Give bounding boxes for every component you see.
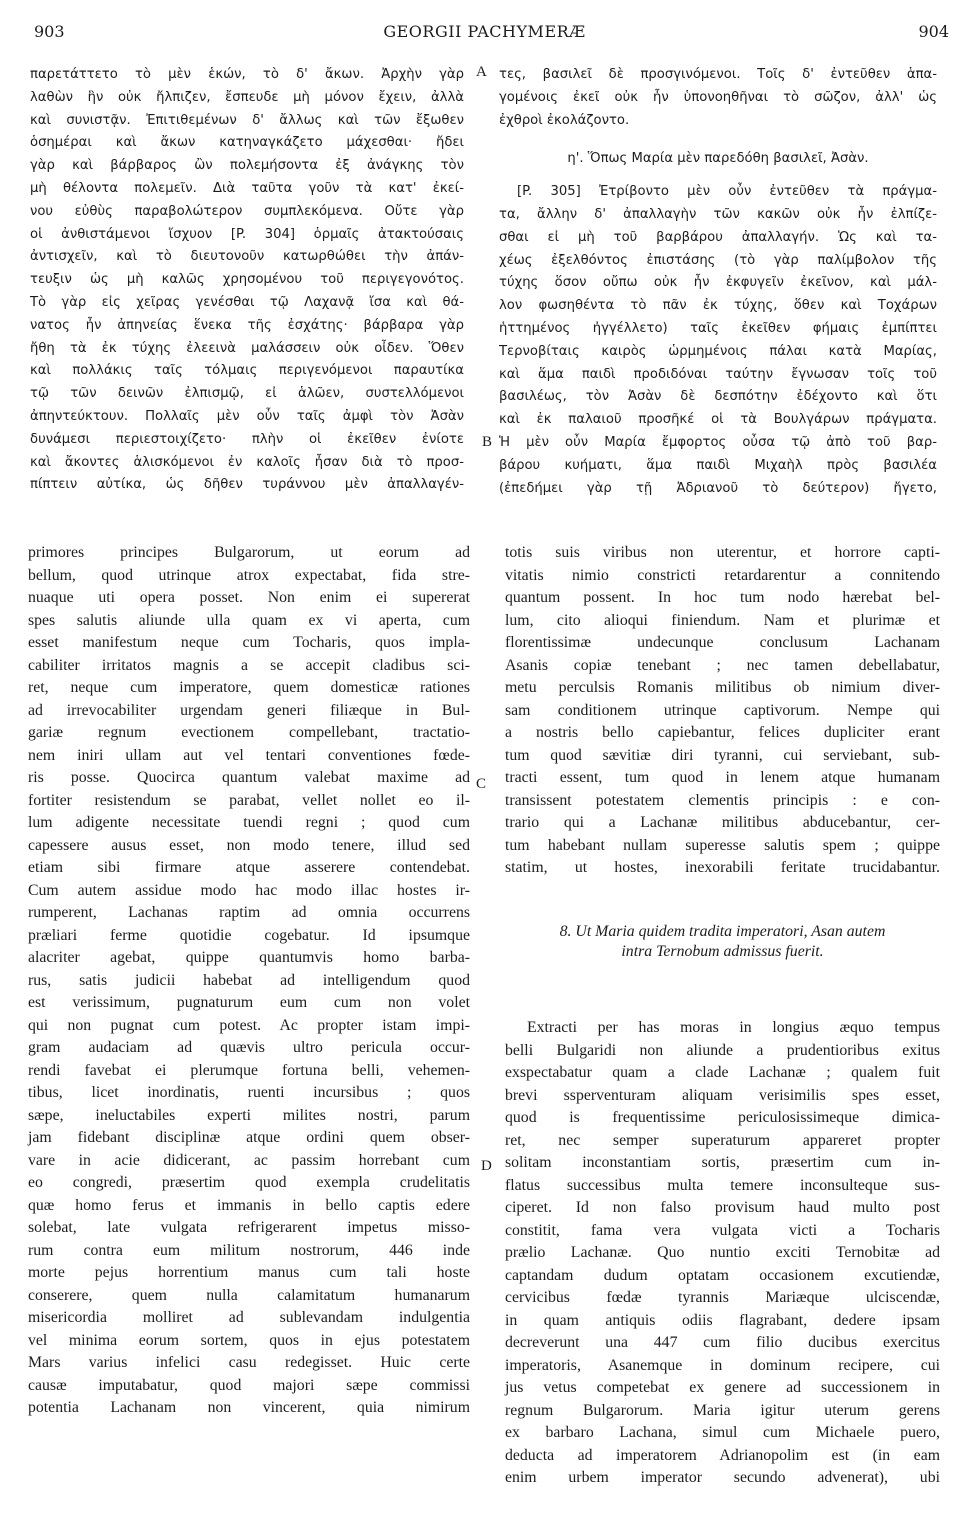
text-line: intra Ternobum admissus fuerit. <box>621 942 824 960</box>
text-line: potentia Lachanam non vincerent, quia nimirum <box>28 1399 470 1416</box>
text-line: νου εὐθὺς παραβολώτερον συμπλεκόμενα. Οὔτε γὰρ <box>30 203 464 219</box>
section-heading <box>505 922 940 961</box>
text-line: jus vetus competebat ex genere ad successionem in <box>505 1379 940 1396</box>
text-line: οἱ ἀνθιστάμενοι ἴσχυον [P. 304] ὁρμαῖς ἀτακτούσαις <box>30 226 464 242</box>
page-number-left: 903 <box>34 22 65 41</box>
text-line: δυνάμεσι περιεστοιχίζετο· πλὴν οἱ ἐκεῖθεν ἐνίοτε <box>30 431 464 447</box>
running-title: GEORGII PACHYMERÆ <box>383 22 586 41</box>
margin-letter-a: A <box>476 64 487 80</box>
text-line: spes salutis aliunde ulla quam ex vi aperta, cum <box>28 611 470 629</box>
text-line: ad irrevocabiliter urgendam generi filiæque in Bul- <box>28 701 470 719</box>
text-line: tibus, licet inordinatis, ruenti incursibus ; quos <box>28 1084 470 1101</box>
text-line: cervicibus fœdæ tyrannis Mariæque ulciscendæ, <box>505 1289 940 1306</box>
text-line: τα, ἄλλην δ' ἀπαλλαγὴν τῶν κακῶν οὐκ ἦν ἐλπίζε- <box>499 206 937 222</box>
text-line: η'. Ὅπως Μαρία μὲν παρεδόθη βασιλεῖ, Ἀσὰν. <box>567 151 869 167</box>
latin-text-right-column-top <box>505 542 940 880</box>
text-line: λον φωσηθέντα τὸ πᾶν ἐκ τύχης, ὅθεν καὶ Τοχάρων <box>499 298 937 314</box>
text-line: καὶ ἐκ παλαιοῦ προσῆκέ οἱ τὰ Βουλγάρων πράγματα. <box>499 412 937 428</box>
text-line: καὶ ἅμα παιδὶ προδιδόναι ταύτην ἔγνωσαν τοῖς τοῦ <box>499 366 937 382</box>
text-line: ἐχθροὶ ἐκολάζοντο. <box>499 112 630 128</box>
text-line: γὰρ καὶ βάρβαρος ὢν πολεμήσοντα ἐξ ἀνάγκης τὸν <box>30 158 464 174</box>
margin-letter-b: B <box>482 434 493 450</box>
text-line: ret, nec semper superaturum appareret propter <box>505 1131 940 1149</box>
text-line: est verissimum, pugnaturum eum cum non volet <box>28 994 470 1011</box>
text-line: παρετάττετο τὸ μὲν ἑκών, τὸ δ' ἄκων. Ἀρχὴν γὰρ <box>30 67 464 82</box>
text-line: alacriter agebat, quippe quantumvis homo barba- <box>28 949 470 966</box>
text-line: belli Bulgaridi non aliunde a prudentioribus exitus <box>505 1041 940 1059</box>
text-line: ὁσημέραι καὶ ἄκων κατηναγκάζετο μάχεσθαι· ἤδει <box>30 135 464 151</box>
text-line: eo congredi, præsertim quod exempla crudelitatis <box>28 1174 470 1191</box>
text-line: vel minima eorum sortem, quos in ejus potestatem <box>28 1331 470 1349</box>
text-line: etiam sibi firmare atque asserere contendebat. <box>28 859 470 876</box>
text-line: tum quod sævitiæ diri tyranni, cui serviebant, sub- <box>505 746 940 764</box>
text-line: brevi ssperventuram aliquam verisimilis spes esset, <box>505 1086 940 1104</box>
text-line: causæ imputabatur, quod majori sæpe commissi <box>28 1376 470 1394</box>
text-line: decreverunt una 447 cum filio ducibus exercitus <box>505 1334 940 1351</box>
text-line: rumperent, Lachanas raptim ad omnia occurrens <box>28 904 470 921</box>
text-line: 8. Ut Maria quidem tradita imperatori, Asan autem <box>559 923 886 940</box>
text-line: ἀντισχεῖν, καὶ τὸ διευτονοῦν κατωρθώθει τὴν ἀπάν- <box>30 249 464 265</box>
text-line: Τὸ γὰρ εἰς χεῖρας γενέσθαι τῷ Λαχανᾷ ἴσα καὶ θά- <box>30 294 464 310</box>
text-line: gariæ regnum evectionem compellebant, tractatio- <box>28 724 470 741</box>
text-line: ris posse. Quocirca quantum valebat maxime ad <box>28 769 470 786</box>
text-line: καὶ πολλάκις ταῖς τόλμαις περιγενόμενοι παραυτίκα <box>30 363 464 379</box>
text-line: a nostris bello capiebantur, felices dupliciter erant <box>505 724 940 741</box>
text-line: deducta ad imperatorem Adrianopolim est (in eam <box>505 1446 940 1464</box>
text-line: ex barbaro Lachana, simul cum Michaele puero, <box>505 1424 940 1441</box>
text-line: (ἐπεδήμει γὰρ τῇ Ἀδριανοῦ τὸ δεύτερον) ἤγετο, <box>499 480 937 496</box>
text-line: τες, βασιλεῖ δὲ προσγινόμενοι. Τοῖς δ' ἐντεῦθεν ἁπα- <box>499 67 937 82</box>
text-line: sam conditionem utrinque captivorum. Nempe qui <box>505 701 940 719</box>
text-line: καὶ συνιστᾷν. Ἐπιτιθεμένων δ' ἄλλως καὶ τῶν ἔξωθεν <box>30 112 464 128</box>
text-line: νατος ἦν ἀπηνείας ἕνεκα τῆς ἐσχάτης· βάρβαρα γὰρ <box>30 317 464 333</box>
text-line: χέως ἐξελθόντος ἐπιστάσης (τὸ γὰρ παλίμβολον τῆς <box>499 252 937 268</box>
text-line: esset manifestum neque cum Tocharis, quos impla- <box>28 634 470 651</box>
text-line: Τερνοβίταις καιρὸς ὡρμημένοις πάλαι κατὰ Μαρίας, <box>499 343 937 359</box>
text-line: vare in acie didicerant, ac passim horrebant cum <box>28 1151 470 1169</box>
text-line: totis suis viribus non uterentur, et horrore capti- <box>505 544 940 561</box>
text-line: καὶ ἄκοντες ἁλισκόμενοι ἐν καλοῖς ἦσαν διὰ τὸ προσ- <box>30 454 464 470</box>
page-number-right: 904 <box>918 22 949 41</box>
text-line: Mars varius infelici casu redegisset. Huic certe <box>28 1354 470 1371</box>
text-line: vitatis nimio constricti retardarentur a conniten​do <box>505 566 940 584</box>
text-line: gram audaciam ad quævis ultro pericula occur- <box>28 1039 470 1056</box>
text-line: nuaque uti opera posset. Non enim ei supererat <box>28 589 470 606</box>
text-line: præliari ferme quotidie cogebatur. Id ipsumque <box>28 926 470 944</box>
greek-text-left-column <box>30 64 464 497</box>
text-line: ἀπηντεύκτουν. Πολλαῖς μὲν οὖν ταῖς ἀμφὶ τὸν Ἀσὰν <box>30 408 464 424</box>
text-line: βασιλέως, τὸν Ἀσὰν δὲ δεσπότην ἐδέχοντο καὶ ὅτι <box>499 389 937 405</box>
text-line: Extracti per has moras in longius æquo tempus <box>527 1019 940 1036</box>
text-line: prælio Lachanæ. Quo nuntio exciti Ternobitæ ad <box>505 1244 940 1261</box>
text-line: Asanis copiæ tenebant ; nec tamen debellabatur, <box>505 656 940 674</box>
text-line: regnum Bulgarorum. Maria igitur uterum gerens <box>505 1401 940 1419</box>
text-line: tracti essent, tum quod in lenem atque humanam <box>505 769 940 786</box>
text-line: florentissimæ undecunque conclusum Lachanam <box>505 634 940 651</box>
text-line: flatus successibus multa temere inconsulteque sus- <box>505 1176 940 1194</box>
latin-text-right-column-bottom <box>505 1017 940 1490</box>
text-line: solitam inconstantiam sortis, præsertim cum in- <box>505 1154 940 1171</box>
text-line: γομένοις ἐκεῖ οὐκ ἦν ὑπονοηθῆναι τὸ σῶζον, ἀλλ' ὡς <box>499 89 937 105</box>
text-line: constitit, fama vera vulgata victi a Tocharis <box>505 1221 940 1239</box>
text-line: Ἡ μὲν οὖν Μαρία ἔμφορτος οὖσα τῷ ἀπὸ τοῦ βαρ- <box>499 434 937 450</box>
text-line: enim urbem imperator secundo advenerat), ubi <box>505 1469 940 1486</box>
text-line: exspectabatur quam a clade Lachanæ ; qualem fuit <box>505 1064 940 1081</box>
text-line: statim, ut hostes, inexorabili feritate trucidabantur. <box>505 859 940 876</box>
text-line: imperatoris, Asanemque in dominum recipere, cui <box>505 1356 940 1374</box>
text-line: quæ homo ferus et immanis in bello captis edere <box>28 1196 470 1214</box>
text-line: conserere, quem nulla calamitatum humanarum <box>28 1286 470 1304</box>
text-line: morte pejus horrentium manus cum tali hoste <box>28 1264 470 1281</box>
text-line: lum, cito alioqui finiendum. Nam et plurimæ et <box>505 611 940 629</box>
text-line: Cum autem assidue modo hac modo illac hostes ir- <box>28 881 470 899</box>
text-line: rum contra eum militum nostrorum, 446 inde <box>28 1241 470 1259</box>
text-line: primores principes Bulgarorum, ut eorum ad <box>28 544 470 561</box>
text-line: sæpe, ineluctabiles experti milites nostri, parum <box>28 1106 470 1124</box>
text-line: πίπτειν αὐτίκα, ὡς δῆθεν τυράννου μὲν ἀπαλλαγέν- <box>30 477 464 493</box>
text-line: lum adigente necessitate tuendi regni ; quod cum <box>28 814 470 831</box>
text-line: βάρου κυήματι, ἅμα παιδὶ Μιχαὴλ πρὸς βασιλέα <box>499 457 937 473</box>
text-line: captandam dudum optatam occasionem excutiendæ, <box>505 1266 940 1284</box>
text-line: σθαι εἰ μὴ τοῦ βαρβάρου ἀπαλλαγήν. Ὡς καὶ τα- <box>499 229 937 245</box>
text-line: qui non pugnat cum potest. Ac propter istam impi- <box>28 1016 470 1034</box>
text-line: quantum possent. In hoc tum nodo hærebat bel- <box>505 589 940 606</box>
margin-letter-c: C <box>476 776 487 792</box>
text-line: metu perculsis Romanis militibus ob nimium diver- <box>505 679 940 696</box>
greek-text-right-column <box>499 64 937 500</box>
text-line: μὴ θέλοντα πολεμεῖν. Διὰ ταῦτα γοῦν τὰ κατ' ἐκεί- <box>30 180 464 196</box>
text-line: misericordia molliret ad sublevandam indulgentia <box>28 1309 470 1326</box>
text-line: capessere ausus esset, non modo tenere, illud sed <box>28 836 470 854</box>
text-line: [P. 305] Ἐτρίβοντο μὲν οὖν ἐντεῦθεν τὰ πράγμα- <box>517 184 937 200</box>
text-line: quod is frequentissime periculosissimeque dimica- <box>505 1109 940 1126</box>
text-line: bellum, quod utrinque atrox expectabat, fida stre- <box>28 566 470 584</box>
text-line: λαθὼν ἣν οὐκ ἤλπιζεν, ἔσπευδε μὴ μόνον ἔχειν, ἀλλὰ <box>30 89 464 105</box>
latin-text-left-column <box>28 542 470 1420</box>
text-line: solebat, late vulgata refrigerarent impetus missо- <box>28 1219 470 1236</box>
text-line: ciperet. Id non falso provisum haud multo post <box>505 1199 940 1216</box>
text-line: ret, neque cum imperatore, quem domesticæ rationes <box>28 679 470 696</box>
text-line: jam fidebant disciplinæ atque ordini quem obser- <box>28 1129 470 1146</box>
text-line: τῷ τῶν δεινῶν ἐλπισμῷ, εἰ ἁλῶεν, συστελλόμενοι <box>30 386 464 402</box>
text-line: τύχης ὅσον οὔπω οὐκ ἦν ἐκφυγεῖν ἐκεῖνον, καὶ μάλ- <box>499 275 937 291</box>
text-line: nem iniri ullam aut vel tentari conventiones fœde- <box>28 746 470 764</box>
margin-letter-d: D <box>481 1158 492 1174</box>
text-line: rus, satis judicii habebat ad intelligendum quod <box>28 971 470 989</box>
text-line: ἤθη τὰ ἐκ τύχης ἐλεεινὰ μαλάσσειν οὐκ οἶδεν. Ὅθεν <box>30 340 464 356</box>
text-line: transissent potestatem clementis principis : e con- <box>505 791 940 809</box>
text-line: trario qui a Lachanæ militibus abducebantur, cer- <box>505 814 940 831</box>
text-line: rendi favebat ei plerumque fortuna belli, vehemen- <box>28 1061 470 1079</box>
text-line: fortiter resistendum se parabat, vellet nollet eo il- <box>28 791 470 809</box>
text-line: cabiliter irritatos magnis a se accepit cladibus sci- <box>28 656 470 674</box>
text-line: tum habebant nullam superesse salutis spem ; quippe <box>505 836 940 854</box>
text-line: in quam antiquis odiis flagrabant, dedere ipsam <box>505 1311 940 1329</box>
text-line: τευξιν ὡς μὴ καλῶς χρησομένου τοῦ περιγεγονότος. <box>30 272 464 288</box>
text-line: ἡττημένος ἠγγέλλετο) ταῖς ἐκεῖθεν φήμαις ἐμπίπτει <box>499 320 937 336</box>
